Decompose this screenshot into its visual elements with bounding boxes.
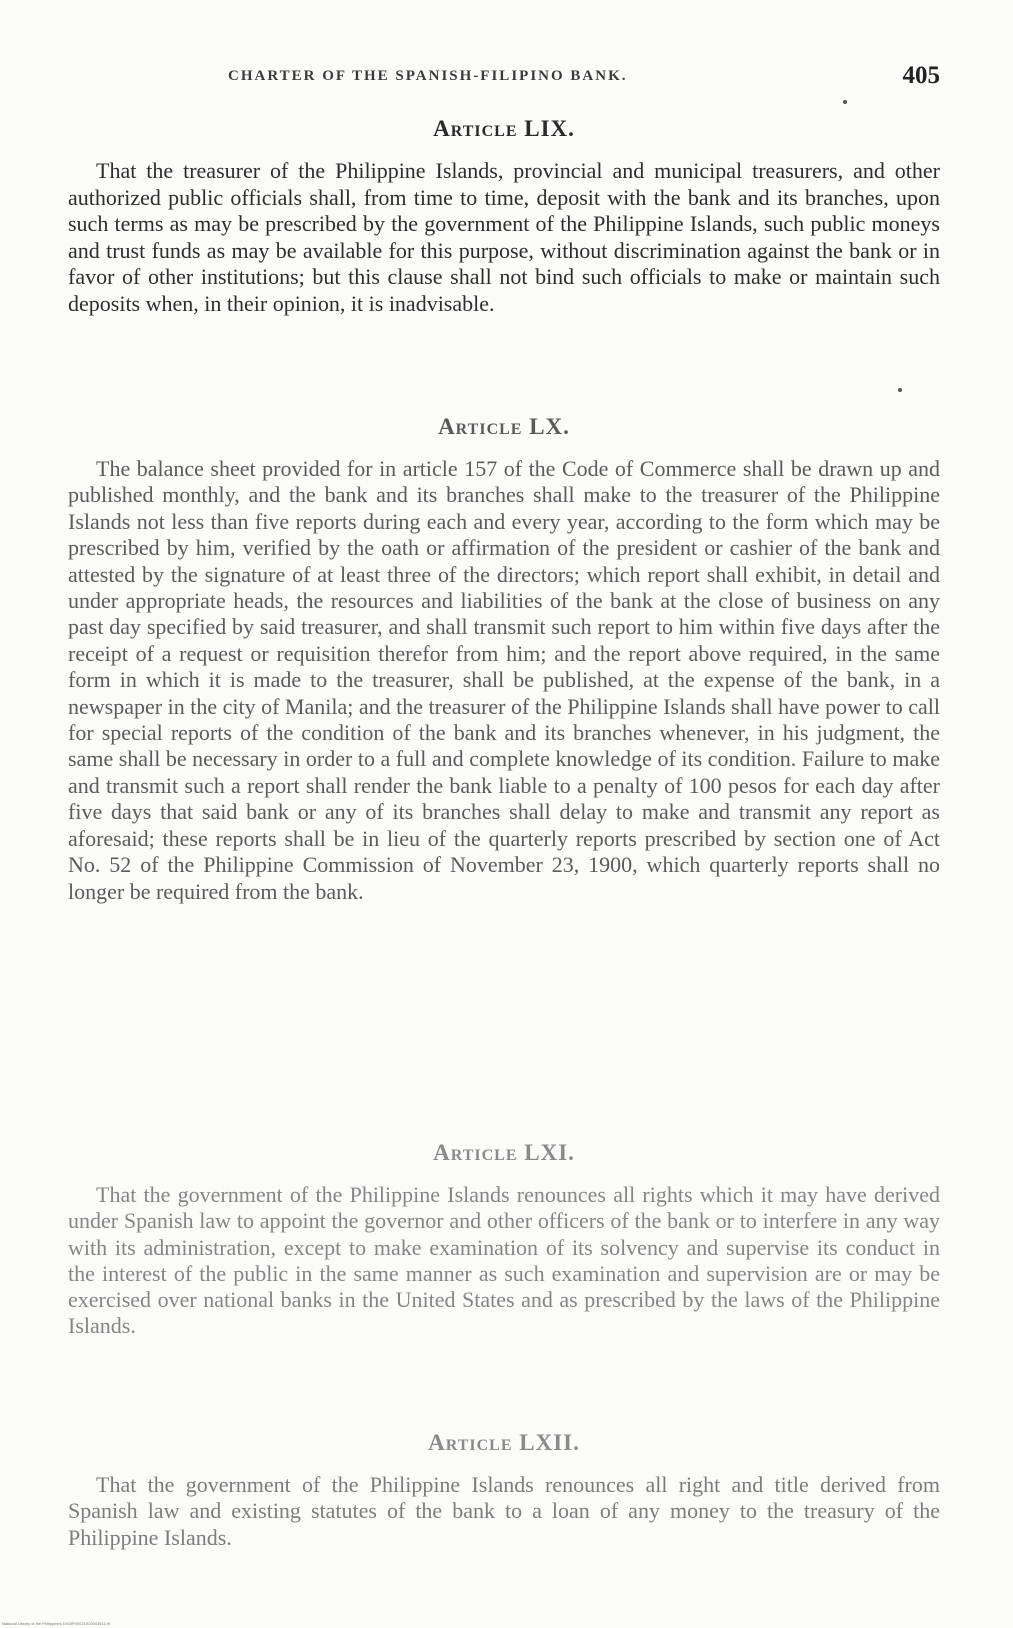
- article-lxi: [68, 1140, 940, 1340]
- page-number: 405: [902, 62, 940, 89]
- running-title: CHARTER OF THE SPANISH-FILIPINO BANK.: [228, 68, 628, 84]
- article-body: The balance sheet provided for in article 157 of the Code of Commerce shall be drawn up and published monthly, and the bank and its branches shall make to the treasurer of the Philippine Islands not less than five reports during each and every year, according to the form which may be prescribed by him, verified by the oath or affirmation of the president or cashier of the bank and attested by the signature of at least three of the directors; which report shall exhibit, in detail and under appropriate heads, the resources and liabilities of the bank at the close of business on any past day specified by said treasurer, and shall transmit such report to him within five days after the receipt of a request or requisition therefor from him; and the report above required, in the same form in which it is made to the treasurer, shall be published, at the expense of the bank, in a newspaper in the city of Manila; and the treasurer of the Philippine Islands shall have power to call for special reports of the condition of the bank and its branches whenever, in his judgment, the same shall be necessary in order to a full and complete knowledge of its condition. Failure to make and transmit such a report shall render the bank liable to a penalty of 100 pesos for each day after five days that said bank or any of its branches shall delay to make and transmit any report as aforesaid; these reports shall be in lieu of the quarterly reports prescribed by section one of Act No. 52 of the Philippine Commission of November 23, 1900, which quarterly reports shall no longer be required from the bank.: [68, 456, 940, 904]
- article-body: That the treasurer of the Philippine Islands, provincial and municipal treasurers, and other authorized public officials shall, from time to time, deposit with the bank and its branches, upon such terms as may be prescribed by the government of the Philippine Islands, such public moneys and trust funds as may be available for this purpose, without discrimination against the bank or in favor of other institutions; but this clause shall not bind such officials to make or maintain such deposits when, in their opinion, it is inadvisable.: [68, 158, 940, 316]
- scan-credit: National Library of the Philippines DIG0P00021010041511.tif: [2, 1621, 110, 1626]
- article-heading: Article LXI.: [433, 1140, 575, 1165]
- article-body: That the government of the Philippine Islands renounces all rights which it may have derived under Spanish law to appoint the governor and other officers of the bank or to interfere in any way with its administration, except to make examination of its solvency and supervise its conduct in the interest of the public in the same manner as such examination and supervision are or may be exercised over national banks in the United States and as prescribed by the laws of the Philippine Islands.: [68, 1182, 940, 1339]
- scan-speck: [898, 388, 902, 392]
- article-body: That the government of the Philippine Islands renounces all right and title derived from Spanish law and existing statutes of the bank to a loan of any money to the treasury of the Philippine Islands.: [68, 1472, 940, 1550]
- article-heading: Article LX.: [438, 414, 570, 439]
- article-heading: Article LXII.: [428, 1430, 580, 1455]
- scan-speck: [843, 100, 847, 104]
- running-head: [68, 62, 940, 94]
- article-lxii: [68, 1430, 940, 1551]
- article-heading: Article LIX.: [433, 116, 575, 141]
- article-lix: [68, 116, 940, 317]
- article-lx: [68, 414, 940, 905]
